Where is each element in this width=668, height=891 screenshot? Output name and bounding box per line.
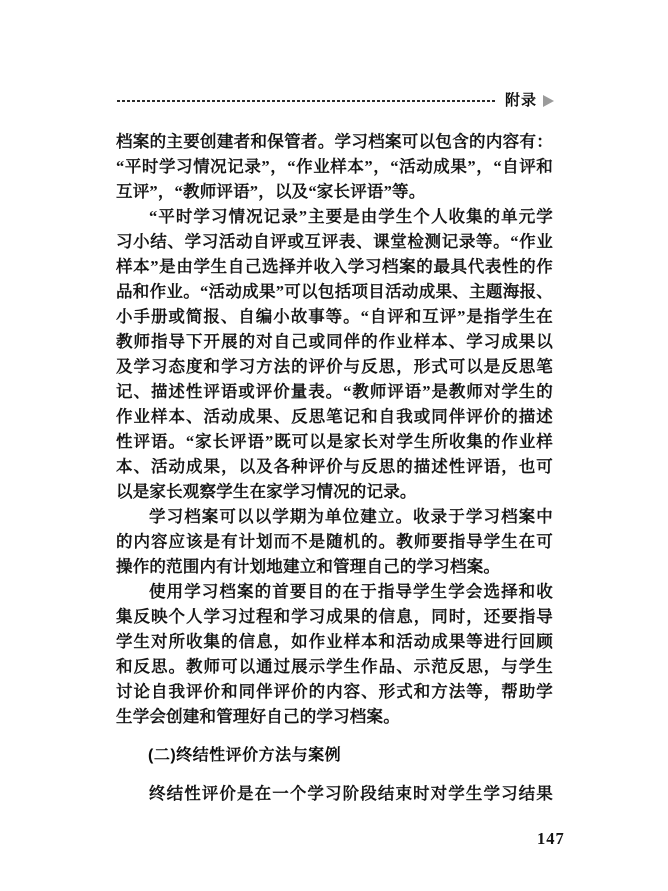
page-header — [117, 92, 554, 109]
text-line: 生学会创建和管理好自己的学习档案。 — [116, 707, 400, 726]
text-line: 集反映个人学习过程和学习成果的信息，同时，还要指导 — [116, 607, 553, 626]
text-line: 讨论自我评价和同伴评价的内容、形式和方法等，帮助学 — [116, 682, 553, 701]
text-line: 品和作业。“活动成果”可以包括项目活动成果、主题海报、 — [116, 282, 553, 301]
header-rule — [117, 100, 496, 102]
arrow-right-icon — [543, 95, 554, 107]
text-line: 教师指导下开展的对自己或同伴的作业样本、学习成果以 — [116, 332, 553, 351]
text-line: 及学习态度和学习方法的评价与反思，形式可以是反思笔 — [116, 357, 553, 376]
text-line: “平时学习情况记录”，“作业样本”，“活动成果”，“自评和 — [116, 157, 553, 176]
paragraph — [116, 504, 553, 579]
text-line: 操作的范围内有计划地建立和管理自己的学习档案。 — [116, 557, 501, 576]
text-line: 本、活动成果，以及各种评价与反思的描述性评语，也可 — [116, 457, 553, 476]
paragraph — [116, 204, 553, 504]
body-text — [116, 129, 553, 806]
header-section-label: 附录 — [504, 92, 537, 109]
section-heading: (二)终结性评价方法与案例 — [148, 747, 342, 764]
text-line: 使用学习档案的首要目的在于指导学生学会选择和收 — [149, 582, 553, 601]
text-line: 和反思。教师可以通过展示学生作品、示范反思，与学生 — [116, 657, 553, 676]
text-line: 的内容应该是有计划而不是随机的。教师要指导学生在可 — [116, 532, 553, 551]
text-line: 以是家长观察学生在家学习情况的记录。 — [116, 482, 417, 501]
text-line: 终结性评价是在一个学习阶段结束时对学生学习结果 — [149, 784, 553, 803]
paragraph — [116, 129, 553, 204]
text-line: “平时学习情况记录”主要是由学生个人收集的单元学 — [149, 207, 553, 226]
paragraph — [116, 579, 553, 729]
text-line: 性评语。“家长评语”既可以是家长对学生所收集的作业样 — [116, 432, 553, 451]
text-line: 小手册或简报、自编小故事等。“自评和互评”是指学生在 — [116, 307, 553, 326]
text-line: 作业样本、活动成果、反思笔记和自我或同伴评价的描述 — [116, 407, 553, 426]
paragraph — [116, 781, 553, 806]
text-line: 样本”是由学生自己选择并收入学习档案的最具代表性的作 — [116, 257, 553, 276]
text-line: 学生对所收集的信息，如作业样本和活动成果等进行回顾 — [116, 632, 553, 651]
text-line: 档案的主要创建者和保管者。学习档案可以包含的内容有： — [116, 132, 553, 151]
text-line: 学习档案可以以学期为单位建立。收录于学习档案中 — [149, 507, 553, 526]
text-line: 习小结、学习活动自评或互评表、课堂检测记录等。“作业 — [116, 232, 553, 251]
text-line: 互评”，“教师评语”，以及“家长评语”等。 — [116, 182, 426, 201]
page-number: 147 — [537, 829, 565, 848]
text-line: 记、描述性评语或评价量表。“教师评语”是教师对学生的 — [116, 382, 553, 401]
